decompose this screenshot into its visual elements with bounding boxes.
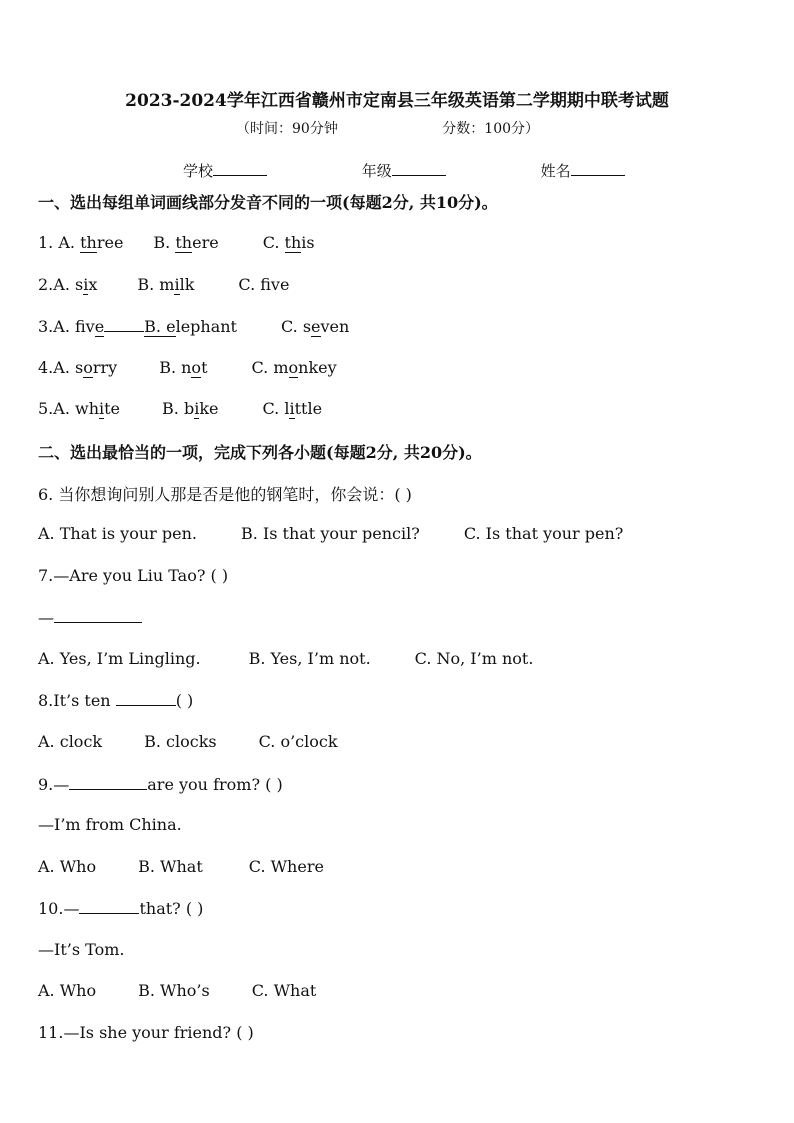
question-2 <box>38 275 289 294</box>
q7-option-b[interactable]: B. Yes, I’m not. <box>248 649 371 668</box>
q5-option-b[interactable]: B. bike <box>162 399 219 418</box>
q8-answer-blank[interactable] <box>116 690 176 706</box>
name-field <box>541 160 625 181</box>
question-9-options <box>38 857 324 876</box>
q9-stem-text: are you from? ( ) <box>147 775 283 794</box>
q2-option-a[interactable]: A. six <box>53 275 98 294</box>
q9-answer-blank[interactable] <box>69 774 147 790</box>
q8-option-b[interactable]: B. clocks <box>144 732 217 751</box>
q4-option-b[interactable]: B. not <box>159 358 208 377</box>
q1-number: 1. <box>38 233 59 252</box>
section2-heading: 二、选出最恰当的一项，完成下列各小题(每题2分, 共20分)。 <box>38 443 482 462</box>
q5-option-c[interactable]: C. little <box>262 399 323 418</box>
question-5 <box>38 399 322 418</box>
question-7-answer-line <box>38 607 142 627</box>
q7-option-c[interactable]: C. No, I’m not. <box>414 649 534 668</box>
question-4 <box>38 358 337 377</box>
exam-subtitle <box>236 118 539 138</box>
name-blank[interactable] <box>571 161 625 176</box>
q10-option-a[interactable]: A. Who <box>38 981 97 1000</box>
q10-stem-text: that? ( ) <box>139 899 204 918</box>
question-6-stem: 6. 当你想询问别人那是否是他的钢笔时，你会说：( ) <box>38 485 412 504</box>
q9-option-c[interactable]: C. Where <box>248 857 324 876</box>
q4-number: 4. <box>38 358 54 377</box>
q9-dash: 9.— <box>38 775 70 794</box>
question-1 <box>38 233 315 252</box>
school-blank[interactable] <box>213 161 267 176</box>
section1-heading: 一、选出每组单词画线部分发音不同的一项(每题2分, 共10分)。 <box>38 193 498 212</box>
q3-option-a[interactable]: A. five <box>53 317 105 336</box>
question-8-stem <box>38 690 193 710</box>
q9-option-a[interactable]: A. Who <box>38 857 97 876</box>
q3-number: 3. <box>38 317 54 336</box>
q8-option-c[interactable]: C. o’clock <box>258 732 338 751</box>
question-8-options <box>38 732 338 751</box>
q7-answer-blank[interactable] <box>54 607 142 623</box>
q5-option-a[interactable]: A. white <box>53 399 121 418</box>
q7-dash: — <box>38 608 54 627</box>
q7-option-a[interactable]: A. Yes, I’m Lingling. <box>38 649 201 668</box>
question-10-reply: —It’s Tom. <box>38 940 125 959</box>
school-label: 学校 <box>183 162 214 180</box>
grade-blank[interactable] <box>392 161 446 176</box>
question-7-stem: 7.—Are you Liu Tao? ( ) <box>38 566 229 585</box>
student-info-row <box>183 160 625 181</box>
q2-option-c[interactable]: C. fve <box>238 275 290 294</box>
q3-separator-line <box>104 316 144 332</box>
question-11-stem: 11.—Is she your friend? ( ) <box>38 1023 254 1042</box>
q1-option-b[interactable]: B. there <box>153 233 219 252</box>
question-3 <box>38 316 349 336</box>
question-10-stem <box>38 898 203 918</box>
question-7-options <box>38 649 533 668</box>
question-9-reply: —I’m from China. <box>38 815 182 834</box>
grade-field <box>362 160 446 181</box>
name-label: 姓名 <box>540 162 571 180</box>
q4-option-a[interactable]: A. sorry <box>53 358 118 377</box>
question-6-options <box>38 524 623 543</box>
q2-option-b[interactable]: B. milk <box>137 275 195 294</box>
school-field <box>183 160 267 181</box>
q3-option-c[interactable]: C. seven <box>280 317 350 336</box>
q10-option-b[interactable]: B. Who’s <box>138 981 210 1000</box>
q9-option-b[interactable]: B. What <box>138 857 203 876</box>
q10-option-c[interactable]: C. What <box>251 981 317 1000</box>
q1-option-a[interactable]: A. three <box>58 233 124 252</box>
q3-option-b[interactable]: B. elephant <box>144 317 237 336</box>
total-score: 分数：100分） <box>442 121 540 137</box>
q8-stem-text: 8.It’s ten <box>38 691 116 710</box>
q6-option-b[interactable]: B. Is that your pencil? <box>240 524 420 543</box>
question-9-stem <box>38 774 283 794</box>
q8-option-a[interactable]: A. clock <box>38 732 103 751</box>
q8-paren: ( ) <box>175 691 194 710</box>
q6-option-c[interactable]: C. Is that your pen? <box>463 524 624 543</box>
grade-label: 年级 <box>361 162 392 180</box>
exam-title: 2023-2024学年江西省赣州市定南县三年级英语第二学期期中联考试题 <box>125 91 669 111</box>
question-10-options <box>38 981 316 1000</box>
q2-number: 2. <box>38 275 54 294</box>
q5-number: 5. <box>38 399 54 418</box>
q10-number: 10.— <box>38 899 80 918</box>
q6-option-a[interactable]: A. That is your pen. <box>38 524 197 543</box>
q4-option-c[interactable]: C. monkey <box>251 358 337 377</box>
q10-answer-blank[interactable] <box>79 898 139 914</box>
q1-option-c[interactable]: C. this <box>262 233 315 252</box>
time-limit: （时间：90分钟 <box>236 121 338 137</box>
